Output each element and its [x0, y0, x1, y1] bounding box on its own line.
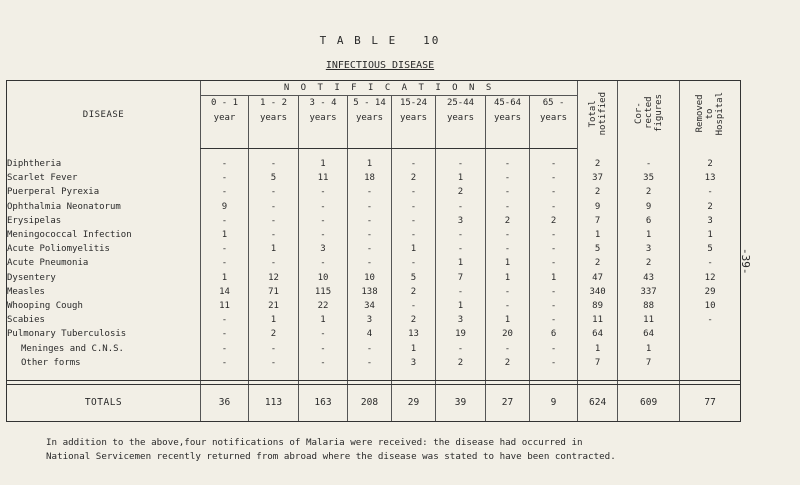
table-row — [7, 200, 741, 214]
table-cell: 1 — [249, 242, 299, 256]
table-cell: - — [530, 256, 578, 270]
totals-cell: 624 — [578, 384, 618, 421]
table-cell: - — [201, 157, 249, 171]
table-cell: 138 — [348, 285, 392, 299]
header-age-group — [392, 96, 436, 149]
header-age-group — [249, 96, 299, 149]
table-cell: - — [299, 256, 348, 270]
table-cell: 1 — [486, 256, 530, 270]
table-cell: 3 — [392, 356, 436, 370]
table-cell: 1 — [348, 157, 392, 171]
table-cell: - — [436, 285, 486, 299]
disease-name: Measles — [7, 285, 201, 299]
table-cell: - — [299, 200, 348, 214]
table-cell: - — [392, 200, 436, 214]
page-number: -39- — [739, 248, 752, 275]
header-corrected-figures — [618, 81, 680, 149]
table-cell: - — [299, 185, 348, 199]
table-cell: 340 — [578, 285, 618, 299]
table-cell: 1 — [249, 313, 299, 327]
table-cell: 37 — [578, 171, 618, 185]
table-cell: - — [486, 285, 530, 299]
table-cell: - — [299, 356, 348, 370]
table-row — [7, 256, 741, 270]
disease-name: Scarlet Fever — [7, 171, 201, 185]
table-cell: 1 — [680, 228, 741, 242]
table-cell: 3 — [618, 242, 680, 256]
table-cell: - — [348, 356, 392, 370]
table-cell: 1 — [299, 157, 348, 171]
table-cell: 2 — [486, 214, 530, 228]
table-cell: - — [486, 185, 530, 199]
header-age-group — [201, 96, 249, 149]
table-cell: - — [249, 214, 299, 228]
table-cell: - — [392, 228, 436, 242]
table-row — [7, 341, 741, 355]
table-cell: 1 — [618, 228, 680, 242]
totals-label: TOTALS — [7, 384, 201, 421]
table-cell: - — [530, 157, 578, 171]
totals-cell: 9 — [530, 384, 578, 421]
header-notifications: N O T I F I C A T I O N S — [201, 81, 578, 96]
totals-cell: 609 — [618, 384, 680, 421]
table-cell: 2 — [680, 200, 741, 214]
table-cell: 11 — [299, 171, 348, 185]
table-cell: 9 — [618, 200, 680, 214]
totals-cell: 29 — [392, 384, 436, 421]
table-cell: 7 — [578, 356, 618, 370]
table-cell — [680, 327, 741, 341]
totals-cell: 36 — [201, 384, 249, 421]
table-cell: 1 — [578, 228, 618, 242]
table-cell: 2 — [392, 313, 436, 327]
header-age-unit: years — [355, 113, 384, 123]
table-subtitle: INFECTIOUS DISEASE — [325, 60, 435, 71]
table-cell: - — [201, 327, 249, 341]
table-cell: 2 — [578, 157, 618, 171]
table-cell: - — [680, 256, 741, 270]
table-cell: 1 — [436, 171, 486, 185]
table-cell: 1 — [436, 299, 486, 313]
table-cell: - — [436, 200, 486, 214]
table-cell: 64 — [618, 327, 680, 341]
table-cell: - — [530, 313, 578, 327]
table-cell: - — [436, 228, 486, 242]
table-cell: - — [530, 285, 578, 299]
header-age-group — [348, 96, 392, 149]
disease-name: Pulmonary Tuberculosis — [7, 327, 201, 341]
table-cell: 1 — [578, 341, 618, 355]
table-cell: 13 — [680, 171, 741, 185]
header-age-range: 5 - 14 — [353, 98, 386, 108]
header-age-unit: years — [259, 113, 288, 123]
table-cell: 7 — [618, 356, 680, 370]
totals-cell: 163 — [299, 384, 348, 421]
table-cell: 5 — [249, 171, 299, 185]
totals-cell: 113 — [249, 384, 299, 421]
table-cell: 3 — [436, 313, 486, 327]
table-cell: 10 — [348, 271, 392, 285]
header-age-group — [436, 96, 486, 149]
table-row — [7, 285, 741, 299]
table-cell: 88 — [618, 299, 680, 313]
table-cell: - — [392, 214, 436, 228]
table-cell: - — [436, 341, 486, 355]
table-cell: 11 — [618, 313, 680, 327]
disease-name: Puerperal Pyrexia — [7, 185, 201, 199]
table-cell: - — [486, 171, 530, 185]
totals-cell: 39 — [436, 384, 486, 421]
table-cell: 1 — [486, 271, 530, 285]
table-row — [7, 185, 741, 199]
table-row — [7, 171, 741, 185]
header-age-unit: years — [309, 113, 337, 123]
disease-name: Dysentery — [7, 271, 201, 285]
table-cell: 2 — [392, 171, 436, 185]
table-cell: 337 — [618, 285, 680, 299]
table-cell: - — [530, 299, 578, 313]
table-cell: - — [680, 313, 741, 327]
table-cell: - — [486, 242, 530, 256]
table-cell: - — [392, 185, 436, 199]
table-cell: 10 — [299, 271, 348, 285]
table-cell: - — [201, 341, 249, 355]
table-cell: 34 — [348, 299, 392, 313]
table-cell: 89 — [578, 299, 618, 313]
disease-name: Meningococcal Infection — [7, 228, 201, 242]
header-age-group — [486, 96, 530, 149]
table-cell: - — [486, 341, 530, 355]
header-removed-to-hospital-text: Removed to Hospital — [695, 91, 726, 135]
table-cell: 35 — [618, 171, 680, 185]
table-cell: 1 — [618, 341, 680, 355]
header-total-notified-text: Total notified — [587, 91, 608, 135]
table-cell: - — [348, 341, 392, 355]
table-cell: 2 — [578, 256, 618, 270]
table-cell: - — [249, 256, 299, 270]
table-cell — [680, 356, 741, 370]
table-cell — [680, 341, 741, 355]
table-cell: 10 — [680, 299, 741, 313]
totals-cell: 27 — [486, 384, 530, 421]
header-age-range: 0 - 1 — [210, 98, 239, 108]
footnote — [46, 436, 766, 464]
table-cell: 2 — [618, 256, 680, 270]
footnote-line-1: In addition to the above,four notifications of Malaria were received: the disease had occurred in — [46, 437, 583, 448]
table-row — [7, 157, 741, 171]
disease-name: Whooping Cough — [7, 299, 201, 313]
table-cell: - — [436, 157, 486, 171]
header-corrected-figures-text: Cor- rected figures — [633, 94, 664, 133]
table-cell: 11 — [201, 299, 249, 313]
table-cell: - — [530, 171, 578, 185]
table-cell: 22 — [299, 299, 348, 313]
table-cell: - — [348, 256, 392, 270]
header-age-unit: year — [213, 113, 236, 123]
table-cell: 2 — [486, 356, 530, 370]
table-cell: 2 — [436, 185, 486, 199]
header-age-group — [530, 96, 578, 149]
table-cell: 5 — [392, 271, 436, 285]
table-cell: - — [201, 356, 249, 370]
table-cell: 9 — [201, 200, 249, 214]
table-cell: 4 — [348, 327, 392, 341]
table-cell: 5 — [578, 242, 618, 256]
header-total-notified — [578, 81, 618, 149]
header-age-range: 3 - 4 — [309, 98, 337, 108]
table-cell: 12 — [249, 271, 299, 285]
table-cell: - — [348, 228, 392, 242]
table-cell: - — [201, 313, 249, 327]
table-row — [7, 214, 741, 228]
table-cell: - — [249, 157, 299, 171]
table-cell: 1 — [530, 271, 578, 285]
table-cell: 5 — [680, 242, 741, 256]
table-cell: - — [530, 242, 578, 256]
table-cell: 1 — [201, 271, 249, 285]
disease-name: Meninges and C.N.S. — [7, 341, 201, 355]
table-cell: 11 — [578, 313, 618, 327]
table-cell: - — [618, 157, 680, 171]
table-cell: - — [299, 327, 348, 341]
header-age-range: 15-24 — [399, 98, 428, 108]
infectious-disease-table — [6, 80, 741, 422]
table-cell: 7 — [436, 271, 486, 285]
header-age-unit: years — [493, 113, 522, 123]
table-cell: - — [530, 341, 578, 355]
table-cell: - — [348, 185, 392, 199]
table-cell: 64 — [578, 327, 618, 341]
table-cell: 71 — [249, 285, 299, 299]
table-cell: 3 — [680, 214, 741, 228]
table-cell: 2 — [436, 356, 486, 370]
table-cell: 2 — [680, 157, 741, 171]
header-age-range: 25-44 — [446, 98, 475, 108]
table-cell: 1 — [436, 256, 486, 270]
table-cell: - — [299, 214, 348, 228]
table-cell: - — [348, 242, 392, 256]
table-cell: - — [680, 185, 741, 199]
table-cell: 3 — [436, 214, 486, 228]
header-age-unit: years — [446, 113, 475, 123]
table-title: T A B L E 10 — [319, 34, 441, 47]
table-cell: 47 — [578, 271, 618, 285]
table-cell: - — [486, 157, 530, 171]
table-cell: 14 — [201, 285, 249, 299]
table-cell: 3 — [348, 313, 392, 327]
table-cell: - — [299, 341, 348, 355]
table-cell: - — [201, 171, 249, 185]
table-cell: - — [201, 256, 249, 270]
table-cell: 20 — [486, 327, 530, 341]
footnote-line-2: National Servicemen recently returned from abroad where the disease was stated to have been contracted. — [46, 451, 616, 462]
table-cell: - — [486, 299, 530, 313]
table-cell: 9 — [578, 200, 618, 214]
table-cell: 2 — [578, 185, 618, 199]
table-cell: - — [530, 356, 578, 370]
table-cell: - — [392, 256, 436, 270]
disease-name: Diphtheria — [7, 157, 201, 171]
table-row — [7, 271, 741, 285]
table-cell: - — [249, 356, 299, 370]
table-cell: 1 — [392, 242, 436, 256]
table-cell: - — [392, 157, 436, 171]
table-cell: - — [249, 228, 299, 242]
table-cell: - — [392, 299, 436, 313]
table-cell: 18 — [348, 171, 392, 185]
header-removed-to-hospital — [680, 81, 741, 149]
table-cell: - — [249, 200, 299, 214]
table-cell: 19 — [436, 327, 486, 341]
table-cell: - — [249, 185, 299, 199]
header-age-range: 45-64 — [493, 98, 522, 108]
table-cell: 6 — [530, 327, 578, 341]
header-age-range: 65 - — [542, 98, 565, 108]
table-cell: - — [299, 228, 348, 242]
table-row — [7, 313, 741, 327]
totals-cell: 208 — [348, 384, 392, 421]
header-age-range: 1 - 2 — [259, 98, 288, 108]
totals-cell: 77 — [680, 384, 741, 421]
header-disease: DISEASE — [7, 81, 201, 149]
disease-name: Ophthalmia Neonatorum — [7, 200, 201, 214]
table-cell: 13 — [392, 327, 436, 341]
table-cell: 1 — [299, 313, 348, 327]
table-cell: 2 — [249, 327, 299, 341]
table-row — [7, 356, 741, 370]
totals-row — [7, 384, 741, 421]
table-cell: 3 — [299, 242, 348, 256]
disease-name: Acute Poliomyelitis — [7, 242, 201, 256]
disease-name: Scabies — [7, 313, 201, 327]
table-cell: - — [486, 200, 530, 214]
disease-name: Erysipelas — [7, 214, 201, 228]
table-cell: 12 — [680, 271, 741, 285]
disease-name: Acute Pneumonia — [7, 256, 201, 270]
table-cell: 2 — [392, 285, 436, 299]
header-age-unit: years — [540, 113, 568, 123]
table-cell: - — [201, 214, 249, 228]
table-cell: 2 — [530, 214, 578, 228]
table-cell: - — [530, 228, 578, 242]
table-cell: 43 — [618, 271, 680, 285]
header-age-group — [299, 96, 348, 149]
table-row — [7, 242, 741, 256]
table-cell: 2 — [618, 185, 680, 199]
table-cell: 21 — [249, 299, 299, 313]
table-cell: - — [201, 242, 249, 256]
table-cell: 115 — [299, 285, 348, 299]
table-cell: - — [486, 228, 530, 242]
table-cell: - — [436, 242, 486, 256]
table-cell: 29 — [680, 285, 741, 299]
table-cell: 1 — [486, 313, 530, 327]
table-cell: - — [348, 200, 392, 214]
table-row — [7, 299, 741, 313]
table-cell: - — [530, 200, 578, 214]
table-cell: - — [530, 185, 578, 199]
table-cell: - — [348, 214, 392, 228]
table-row — [7, 327, 741, 341]
header-age-unit: years — [399, 113, 428, 123]
table-cell: 7 — [578, 214, 618, 228]
table-cell: - — [201, 185, 249, 199]
table-row — [7, 228, 741, 242]
table-cell: 1 — [201, 228, 249, 242]
disease-name: Other forms — [7, 356, 201, 370]
table-cell: 1 — [392, 341, 436, 355]
table-cell: - — [249, 341, 299, 355]
table-cell: 6 — [618, 214, 680, 228]
